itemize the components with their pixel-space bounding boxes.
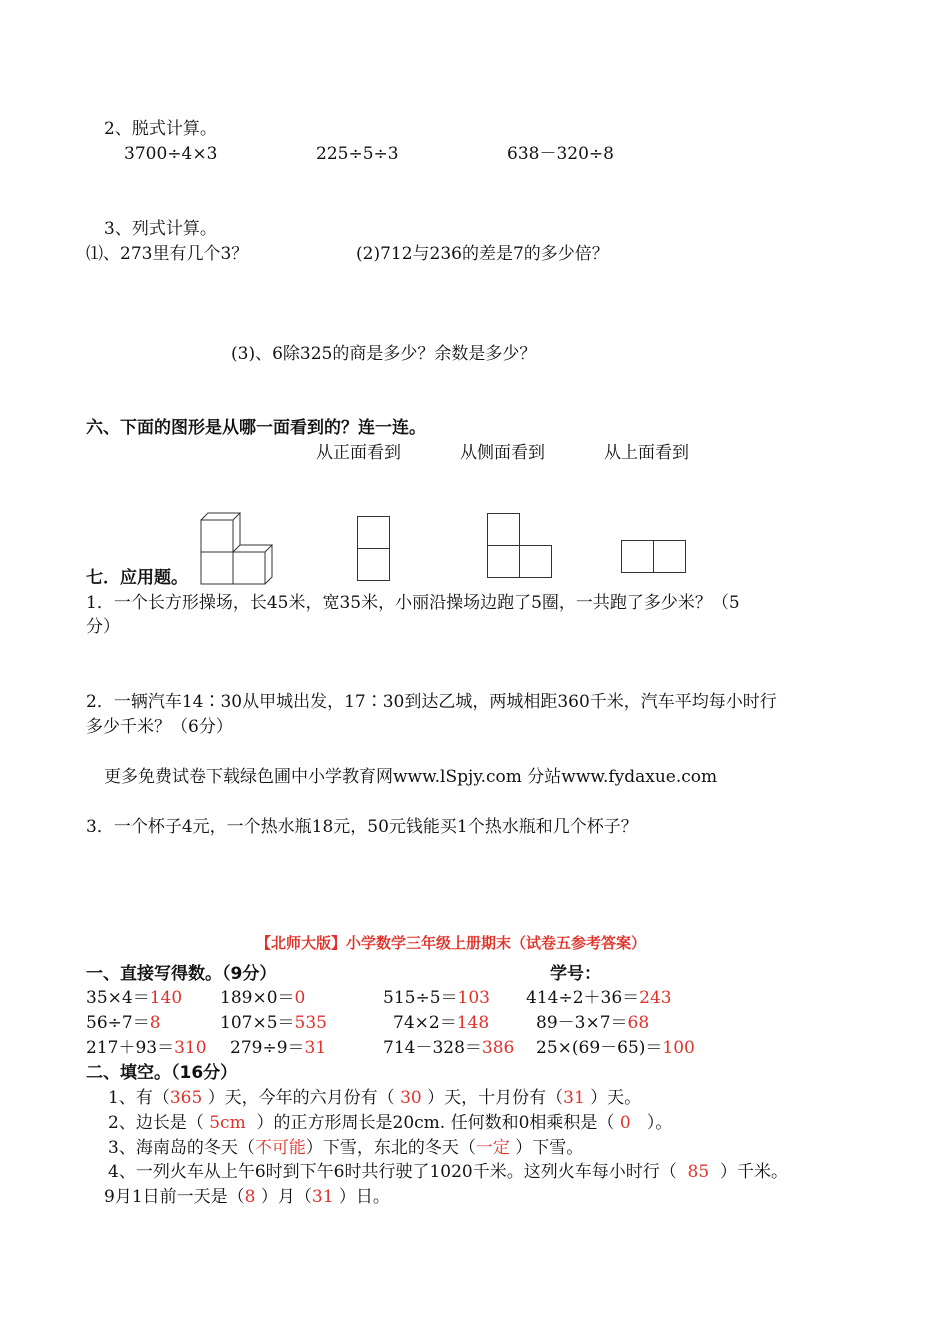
student-id-label: 学号： <box>550 964 601 984</box>
section-3-title: 3、列式计算。 <box>104 219 217 239</box>
app-q2-line2: 多少千米？（6分） <box>86 717 233 737</box>
fill-line-2: 2、边长是（ 5cm ）的正方形周长是20cm. 任何数和0相乘积是（ 0 ）。 <box>108 1113 673 1133</box>
calc-item: 515÷5＝103 <box>383 988 490 1008</box>
app-q2-line1: 2．一辆汽车14∶30从甲城出发，17∶30到达乙城，两城相距360千米，汽车平均每小时行 <box>86 692 777 712</box>
view-square <box>487 545 520 578</box>
problem-3: 638－320÷8 <box>507 144 614 164</box>
calc-item: 217＋93＝310 <box>86 1038 207 1058</box>
view-side-label: 从侧面看到 <box>460 443 545 463</box>
section-2-title: 2、脱式计算。 <box>104 119 217 139</box>
calc-item: 89－3×7＝68 <box>536 1013 650 1033</box>
problem-2: 225÷5÷3 <box>316 144 399 164</box>
answer-part1-title: 一、直接写得数。（9分） <box>86 964 277 984</box>
view-square <box>357 516 390 549</box>
app-q1-line2: 分） <box>86 617 120 637</box>
calc-item: 189×0＝0 <box>220 988 306 1008</box>
fill-line-5: 9月1日前一天是（8 ）月（31 ）日。 <box>104 1187 390 1207</box>
section-7-title: 七．应用题。 <box>86 568 188 588</box>
calc-item: 56÷7＝8 <box>86 1013 161 1033</box>
cube-stack-figure <box>198 510 278 590</box>
view-square <box>487 513 520 546</box>
promo-text: 更多免费试卷下载绿色圃中小学教育网www.lSpjy.com 分站www.fydaxue.com <box>104 767 718 787</box>
calc-item: 74×2＝148 <box>393 1013 490 1033</box>
problem-1: 3700÷4×3 <box>124 144 218 164</box>
fill-line-3: 3、海南岛的冬天（不可能）下雪，东北的冬天（一定 ）下雪。 <box>108 1138 584 1158</box>
view-square <box>621 540 654 573</box>
calc-item: 25×(69－65)＝100 <box>536 1038 695 1058</box>
view-top-label: 从上面看到 <box>604 443 689 463</box>
calc-item: 35×4＝140 <box>86 988 183 1008</box>
fill-line-1: 1、有（365 ）天，今年的六月份有（ 30 ）天，十月份有（31 ）天。 <box>108 1088 642 1108</box>
section-3-q1: ⑴、273里有几个3？ <box>86 244 249 264</box>
section-3-q3: (3)、6除325的商是多少？余数是多少？ <box>231 344 537 364</box>
app-q1-line1: 1．一个长方形操场，长45米，宽35米，小丽沿操场边跑了5圈，一共跑了多少米？（5 <box>86 593 740 613</box>
section-6-title: 六、下面的图形是从哪一面看到的？连一连。 <box>86 418 426 438</box>
calc-item: 414÷2＋36＝243 <box>526 988 672 1008</box>
app-q3: 3．一个杯子4元，一个热水瓶18元，50元钱能买1个热水瓶和几个杯子？ <box>86 817 638 837</box>
calc-item: 107×5＝535 <box>220 1013 327 1033</box>
view-square <box>519 545 552 578</box>
view-square <box>653 540 686 573</box>
view-front-label: 从正面看到 <box>316 443 401 463</box>
calc-item: 714－328＝386 <box>383 1038 515 1058</box>
answer-title: 【北师大版】小学数学三年级上册期末（试卷五参考答案） <box>256 934 647 952</box>
fill-line-4: 4、一列火车从上午6时到下午6时共行驶了1020千米。这列火车每小时行（ 85 ）千米。 <box>108 1162 788 1182</box>
view-square <box>357 548 390 581</box>
section-3-q2: (2)712与236的差是7的多少倍？ <box>356 244 609 264</box>
calc-item: 279÷9＝31 <box>230 1038 327 1058</box>
answer-part2-title: 二、填空。（16分） <box>86 1063 238 1083</box>
